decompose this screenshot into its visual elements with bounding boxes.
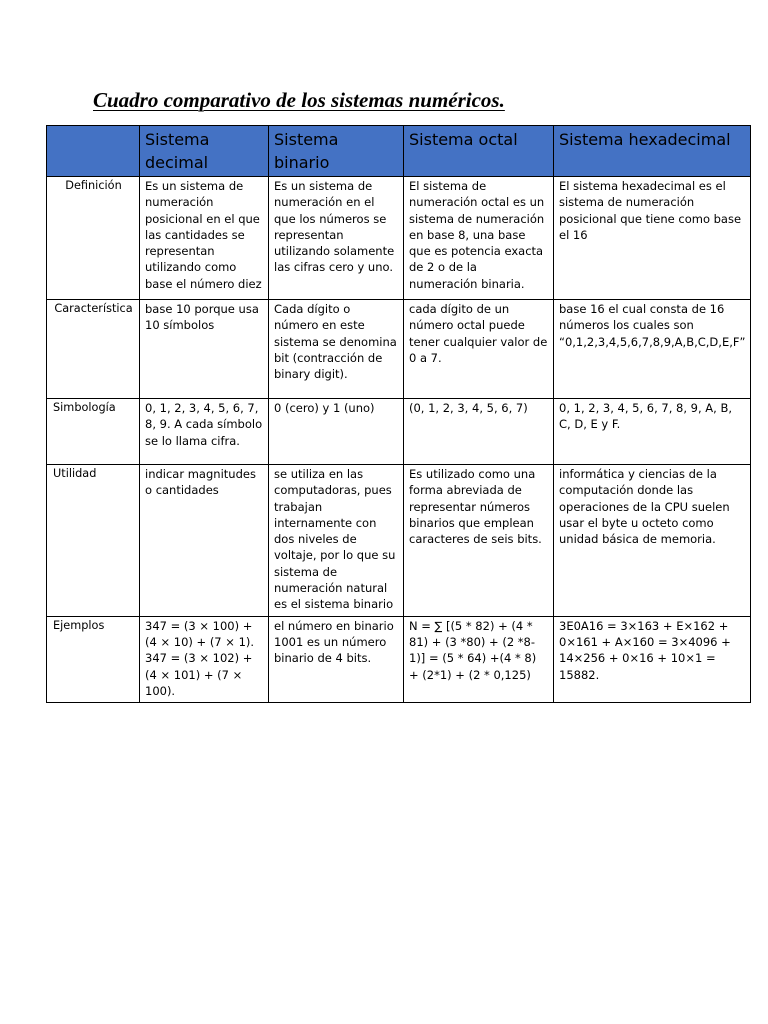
- table-header-row: [47, 126, 751, 177]
- row-label: Característica: [47, 300, 140, 399]
- cell-hexadecimal: El sistema hexadecimal es el sistema de numeración posicional que tiene como base el 16: [554, 177, 751, 300]
- cell-hexadecimal: 3E0A16 = 3×163 + E×162 + 0×161 + A×160 = 3×4096 + 14×256 + 0×16 + 10×1 = 15882.: [554, 616, 751, 702]
- table-row-definicion: [47, 177, 751, 300]
- cell-hexadecimal: informática y ciencias de la computación donde las operaciones de la CPU suelen usar el byte u octeto como unidad básica de memoria.: [554, 465, 751, 617]
- table-row-caracteristica: [47, 300, 751, 399]
- cell-hexadecimal: base 16 el cual consta de 16 números los cuales son “0,1,2,3,4,5,6,7,8,9,A,B,C,D,E,F”: [554, 300, 751, 399]
- cell-binary: el número en binario 1001 es un número binario de 4 bits.: [269, 616, 404, 702]
- table-row-utilidad: [47, 465, 751, 617]
- cell-octal: N = ∑ [(5 * 82) + (4 * 81) + (3 *80) + (2 *8-1)] = (5 * 64) +(4 * 8) + (2*1) + (2 * 0,125): [404, 616, 554, 702]
- row-label: Simbología: [47, 399, 140, 465]
- cell-binary: Cada dígito o número en este sistema se denomina bit (contracción de binary digit).: [269, 300, 404, 399]
- header-cell-binary: Sistema binario: [269, 126, 404, 177]
- header-cell-hexadecimal: Sistema hexadecimal: [554, 126, 751, 177]
- cell-decimal: base 10 porque usa 10 símbolos: [140, 300, 269, 399]
- cell-octal: Es utilizado como una forma abreviada de representar números binarios que emplean caracteres de seis bits.: [404, 465, 554, 617]
- row-label: Definición: [47, 177, 140, 300]
- cell-decimal: indicar magnitudes o cantidades: [140, 465, 269, 617]
- comparison-table: [46, 125, 751, 703]
- row-label: Ejemplos: [47, 616, 140, 702]
- table-row-simbologia: [47, 399, 751, 465]
- header-cell-octal: Sistema octal: [404, 126, 554, 177]
- cell-hexadecimal: 0, 1, 2, 3, 4, 5, 6, 7, 8, 9, A, B, C, D, E y F.: [554, 399, 751, 465]
- cell-binary: 0 (cero) y 1 (uno): [269, 399, 404, 465]
- row-label: Utilidad: [47, 465, 140, 617]
- document-title: Cuadro comparativo de los sistemas numéricos.: [93, 88, 505, 112]
- cell-binary: Es un sistema de numeración en el que los números se representan utilizando solamente las cifras cero y uno.: [269, 177, 404, 300]
- cell-octal: cada dígito de un número octal puede tener cualquier valor de 0 a 7.: [404, 300, 554, 399]
- cell-binary: se utiliza en las computadoras, pues trabajan internamente con dos niveles de voltaje, por lo que su sistema de numeración natural es el sistema binario: [269, 465, 404, 617]
- cell-decimal: 347 = (3 × 100) + (4 × 10) + (7 × 1). 347 = (3 × 102) + (4 × 101) + (7 × 100).: [140, 616, 269, 702]
- cell-octal: (0, 1, 2, 3, 4, 5, 6, 7): [404, 399, 554, 465]
- header-cell-decimal: Sistema decimal: [140, 126, 269, 177]
- header-cell-empty: [47, 126, 140, 177]
- table-row-ejemplos: [47, 616, 751, 702]
- cell-decimal: Es un sistema de numeración posicional en el que las cantidades se representan utilizando como base el número diez: [140, 177, 269, 300]
- cell-decimal: 0, 1, 2, 3, 4, 5, 6, 7, 8, 9. A cada símbolo se lo llama cifra.: [140, 399, 269, 465]
- cell-octal: El sistema de numeración octal es un sistema de numeración en base 8, una base que es potencia exacta de 2 o de la numeración binaria.: [404, 177, 554, 300]
